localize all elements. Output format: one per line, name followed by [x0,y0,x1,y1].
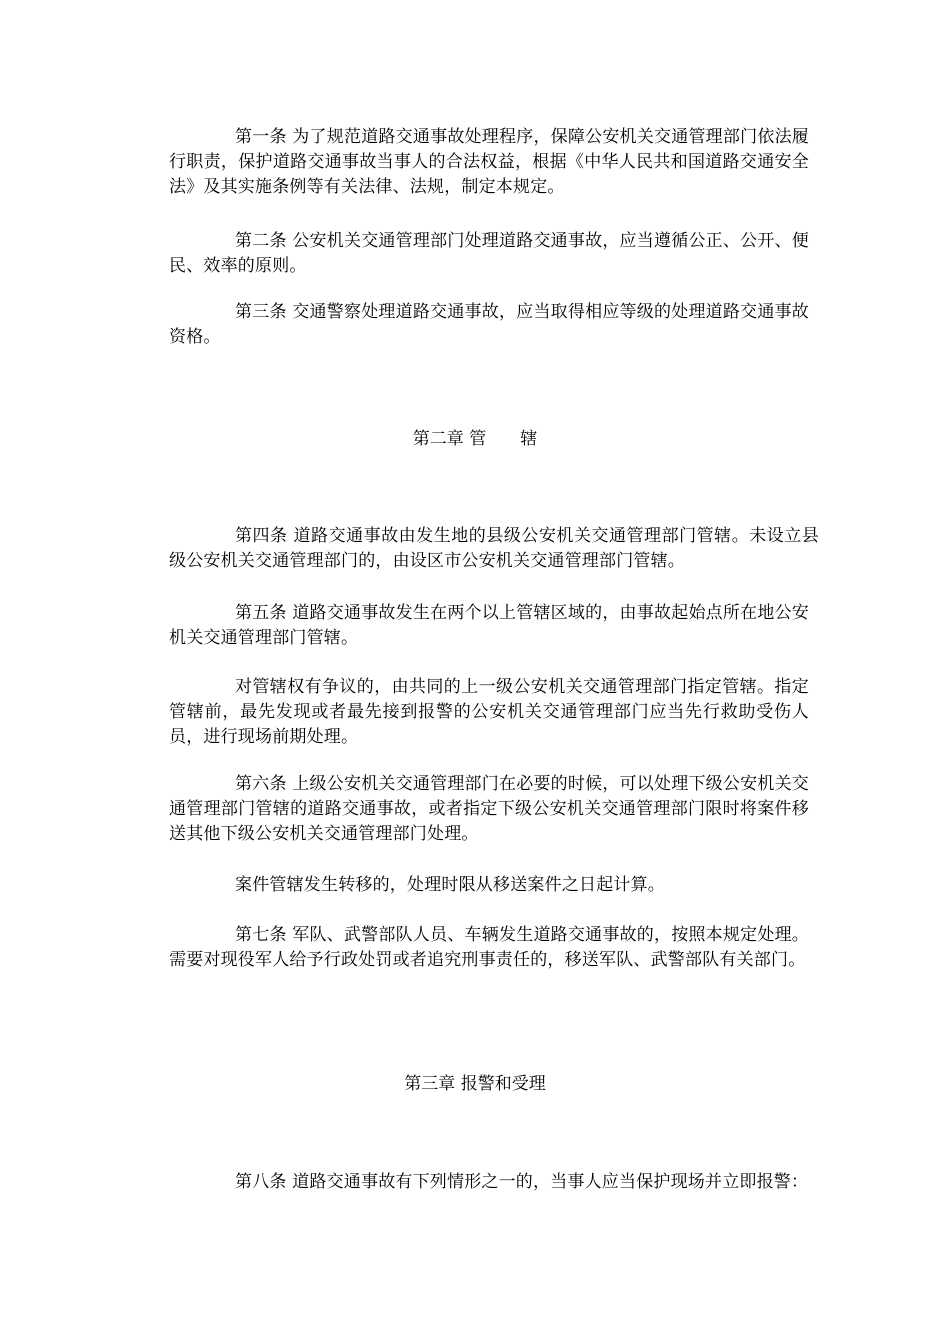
chapter-2-title: 第二章 管 辖 [412,429,538,449]
article-3: 第三条 交通警察处理道路交通事故，应当取得相应等级的处理道路交通事故资格。 [169,302,809,347]
article-6: 第六条 上级公安机关交通管理部门在必要的时候，可以处理下级公安机关交通管理部门管辖的道路交通事故，或者指定下级公安机关交通管理部门限时将案件移送其他下级公安机关交通管理部门处理。 [169,774,809,844]
article-4: 第四条 道路交通事故由发生地的县级公安机关交通管理部门管辖。未设立县级公安机关交通管理部门的，由设区市公安机关交通管理部门管辖。 [169,526,819,571]
article-5-paragraph-2: 对管辖权有争议的，由共同的上一级公安机关交通管理部门指定管辖。指定管辖前，最先发现或者最先接到报警的公安机关交通管理部门应当先行救助受伤人员，进行现场前期处理。 [169,677,809,747]
article-6-paragraph-2: 案件管辖发生转移的，处理时限从移送案件之日起计算。 [235,875,665,895]
article-8: 第八条 道路交通事故有下列情形之一的，当事人应当保护现场并立即报警： [235,1172,809,1192]
chapter-3-title: 第三章 报警和受理 [404,1074,546,1094]
article-7: 第七条 军队、武警部队人员、车辆发生道路交通事故的，按照本规定处理。需要对现役军人给予行政处罚或者追究刑事责任的，移送军队、武警部队有关部门。 [169,925,809,970]
article-5: 第五条 道路交通事故发生在两个以上管辖区域的，由事故起始点所在地公安机关交通管理部门管辖。 [169,603,809,648]
article-1: 第一条 为了规范道路交通事故处理程序，保障公安机关交通管理部门依法履行职责，保护道路交通事故当事人的合法权益，根据《中华人民共和国道路交通安全法》及其实施条例等有关法律、法规，制定本规定。 [169,127,809,197]
article-2: 第二条 公安机关交通管理部门处理道路交通事故，应当遵循公正、公开、便民、效率的原则。 [169,231,809,276]
